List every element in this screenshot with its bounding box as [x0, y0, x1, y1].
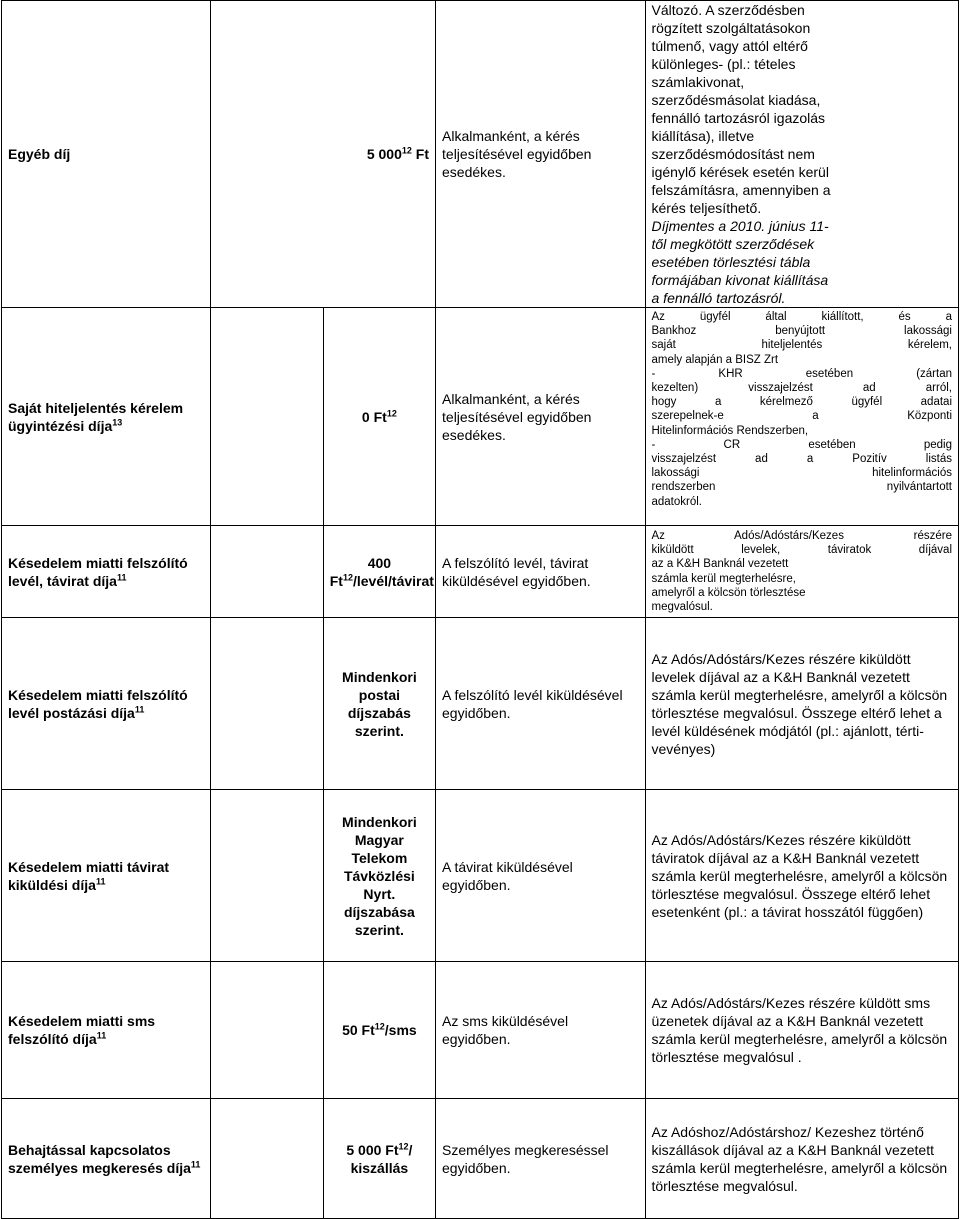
fee-amount: 5 000 Ft — [346, 1141, 399, 1158]
note-line: rögzített szolgáltatásokon — [651, 20, 811, 36]
note-line: szerződésmódosítást nem — [651, 146, 815, 162]
note-cell — [645, 1, 959, 308]
table-row — [2, 618, 959, 790]
footnote-ref: 11 — [96, 1030, 107, 1041]
note-line: saját hiteljelentés kérelem, — [651, 339, 952, 352]
fee-name: Késedelem miatti távirat kiküldési díja — [8, 858, 170, 893]
note-italic-line: esetében törlesztési tábla — [651, 254, 811, 270]
note-cell — [645, 526, 959, 618]
note-line: - CR esetében pedig — [651, 438, 952, 451]
due-text: Alkalmanként, a kérés teljesítésével egyidőben esedékes. — [442, 128, 592, 180]
empty-cell — [211, 526, 323, 618]
note-line: rendszerben nyilvántartott — [651, 481, 952, 494]
note-line: Az ügyfél által kiállított, és a — [651, 311, 952, 323]
footnote-ref: 11 — [116, 571, 127, 582]
note-line: kiküldött levelek, táviratok díjával — [651, 544, 952, 557]
footnote-ref: 12 — [401, 145, 412, 156]
due-text: A felszólító levél kiküldésével egyidőben. — [442, 686, 623, 721]
note-text: Az Adós/Adóstárs/Kezes részére kiküldött levelek díjával az a K&H Banknál vezetett számla kerül megterhelésre, amelyről a kölcsön törlesztése megvalósul. Összege eltérő lehet a levél küldésének módjától (pl.: ajánlott, térti-vevényes) — [651, 650, 948, 757]
fee-name: Behajtással kapcsolatos személyes megkeresés díja — [8, 1141, 191, 1176]
note-line: túlmenő, vagy attól eltérő — [651, 38, 808, 54]
table-row — [2, 526, 959, 618]
fee-amount: 400 — [367, 554, 392, 571]
note-line: Az Adós/Adóstárs/Kezes részére — [651, 529, 952, 542]
due-cell — [436, 526, 645, 618]
note-line: amely alapján a BISZ Zrt — [651, 353, 779, 366]
fee-amount-cell — [323, 618, 435, 790]
footnote-ref: 11 — [95, 875, 106, 886]
note-line: szerepelnek-e a Központi — [651, 410, 952, 423]
fee-amount: 50 Ft — [342, 1022, 375, 1038]
due-text: Az sms kiküldésével egyidőben. — [442, 1013, 569, 1047]
fee-amount: Mindenkori Magyar Telekom Távközlési Nyrt. díjszabása szerint. — [342, 813, 417, 938]
note-line: különleges- (pl.: tételes — [651, 56, 796, 72]
fee-amount-cell — [323, 308, 435, 526]
empty-cell — [211, 618, 323, 790]
note-line: amelyről a kölcsön törlesztése — [651, 586, 806, 599]
note-text: Az Adós/Adóstárs/Kezes részére kiküldött táviratok díjával az a K&H Banknál vezetett számla kerül megterhelésre, amelyről a kölcsön törlesztése megvalósul. Összege eltérő lehet esetenként (pl.: a távirat hosszától függően) — [651, 831, 948, 920]
fee-name-cell — [2, 308, 211, 526]
fee-unit: Ft — [411, 146, 430, 162]
empty-cell — [211, 308, 323, 526]
note-line: kezelten) visszajelzést ad arról, — [651, 382, 952, 395]
fee-name: Egyéb díj — [8, 146, 71, 162]
note-italic-line: től megkötött szerződések — [651, 236, 815, 252]
fee-amount: 0 Ft — [361, 408, 387, 425]
note-line: adatokról. — [651, 495, 703, 508]
footnote-ref: 13 — [112, 416, 123, 427]
fee-table — [1, 0, 959, 1219]
note-cell — [645, 618, 959, 790]
footnote-ref: 12 — [374, 1021, 385, 1032]
empty-cell — [211, 962, 323, 1099]
empty-cell — [211, 790, 323, 962]
note-line: Változó. A szerződésben — [651, 2, 805, 18]
fee-name-cell — [2, 618, 211, 790]
table-row — [2, 962, 959, 1099]
note-line: Bankhoz benyújtott lakossági — [651, 325, 952, 338]
note-cell — [645, 962, 959, 1099]
note-line: megvalósul. — [651, 600, 713, 613]
note-line: az a K&H Banknál vezetett — [651, 558, 789, 571]
fee-name: Késedelem miatti felszólító levél, távirat díja — [8, 554, 188, 589]
note-italic-line: formájában kivonat kiállítása — [651, 272, 829, 288]
table-row — [2, 308, 959, 526]
note-text — [652, 310, 953, 509]
fee-name: Késedelem miatti felszólító levél postázási díja — [8, 686, 188, 721]
note-cell — [645, 1099, 959, 1219]
fee-name: Saját hiteljelentés kérelem ügyintézési díja — [8, 399, 184, 434]
fee-unit: / kiszállás — [350, 1141, 413, 1176]
note-line: kérés teljesíthető. — [651, 200, 762, 216]
fee-amount-cell — [211, 1, 436, 308]
note-italic-line: a fennálló tartozásról. — [651, 290, 786, 306]
fee-amount: 5 000 — [366, 146, 402, 162]
fee-amount: Mindenkori postai díjszabás szerint. — [342, 668, 417, 739]
fee-name-cell — [2, 1099, 211, 1219]
due-text: Alkalmanként, a kérés teljesítésével egyidőben esedékes. — [442, 390, 592, 443]
fee-name: Késedelem miatti sms felszólító díja — [8, 1013, 156, 1047]
fee-amount-cell — [323, 962, 435, 1099]
fee-name-cell — [2, 790, 211, 962]
due-cell — [436, 790, 645, 962]
table-row — [2, 1, 959, 308]
table-row — [2, 790, 959, 962]
due-cell — [436, 962, 645, 1099]
footnote-ref: 11 — [190, 1158, 201, 1169]
note-line: fennálló tartozásról igazolás — [651, 110, 826, 126]
footnote-ref: 12 — [342, 571, 353, 582]
due-cell — [436, 618, 645, 790]
fee-amount-cell — [323, 1099, 435, 1219]
fee-unit: /sms — [384, 1022, 417, 1038]
note-cell — [645, 790, 959, 962]
due-text: A távirat kiküldésével egyidőben. — [442, 858, 573, 893]
fee-amount-cell — [323, 526, 435, 618]
note-text: Az Adós/Adóstárs/Kezes részére küldött sms üzenetek díjával az a K&H Banknál vezetett számla kerül megterhelésre, amelyről a kölcsön törlesztése megvalósul . — [651, 995, 948, 1065]
footnote-ref: 11 — [134, 703, 145, 714]
footnote-ref: 12 — [398, 1140, 409, 1151]
note-text: Az Adóshoz/Adóstárshoz/ Kezeshez történő kiszállások díjával az a K&H Banknál vezetett számla kerül megterhelésre, amelyről a kölcsön törlesztése megvalósul. — [651, 1123, 948, 1194]
due-cell — [436, 308, 645, 526]
fee-name-cell — [2, 1, 211, 308]
due-text: Személyes megkereséssel egyidőben. — [442, 1141, 609, 1176]
note-text — [652, 1, 953, 307]
note-line: igénylő kérések esetén kerül — [651, 164, 829, 180]
footnote-ref: 12 — [386, 407, 397, 418]
due-cell — [436, 1, 645, 308]
note-line: lakossági hitelinformációs — [651, 467, 952, 480]
fee-name-cell — [2, 526, 211, 618]
fee-currency: Ft — [329, 572, 343, 589]
fee-name-cell — [2, 962, 211, 1099]
due-cell — [436, 1099, 645, 1219]
note-line: hogy a kérelmező ügyfél adatai — [651, 396, 952, 409]
fee-unit: /levél/távirat — [352, 572, 434, 589]
note-line: szerződésmásolat kiadása, — [651, 92, 821, 108]
note-line: számlakivonat, — [651, 74, 745, 90]
note-text — [652, 529, 953, 614]
note-line: kiállítása), illetve — [651, 128, 755, 144]
note-cell — [645, 308, 959, 526]
empty-cell — [211, 1099, 323, 1219]
table-row — [2, 1099, 959, 1219]
note-line: Hitelinformációs Rendszerben, — [651, 424, 809, 437]
note-line: - KHR esetében (zártan — [651, 367, 952, 380]
note-line: felszámításra, amennyiben a — [651, 182, 831, 198]
note-italic-line: Díjmentes a 2010. június 11- — [651, 218, 829, 234]
due-text: A felszólító levél, távirat kiküldésével egyidőben. — [442, 554, 591, 589]
fee-amount-cell — [323, 790, 435, 962]
note-line: visszajelzést ad a Pozitív listás — [651, 453, 952, 466]
note-line: számla kerül megterhelésre, — [651, 572, 796, 585]
